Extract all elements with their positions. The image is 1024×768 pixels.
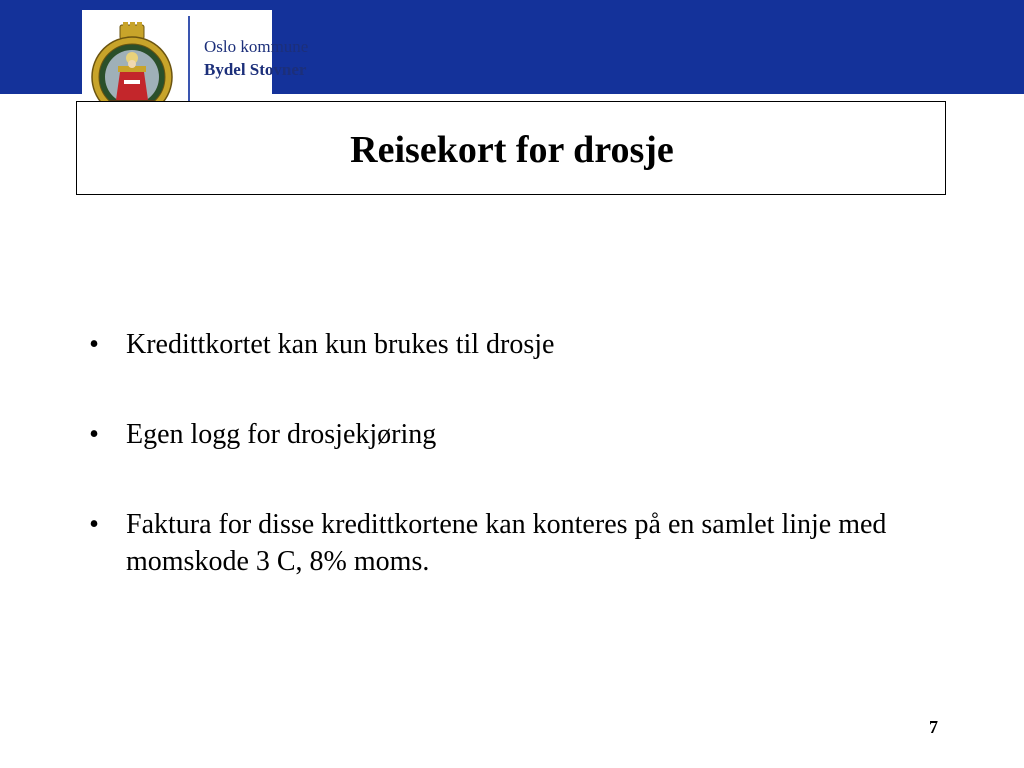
bullet-item <box>84 416 944 453</box>
bullet-item <box>84 506 944 580</box>
bullet-marker: • <box>89 419 99 450</box>
bullet-list <box>84 326 944 580</box>
page-number: 7 <box>929 717 938 737</box>
slide-title: Reisekort for drosje <box>350 129 674 171</box>
bullet-text: Egen logg for drosjekjøring <box>126 419 437 450</box>
bullet-item <box>84 326 944 363</box>
bullet-text: Faktura for disse kredittkortene kan konteres på en samlet linje med momskode 3 C, 8% moms. <box>126 509 887 577</box>
district-name: Bydel Stovner <box>204 60 307 79</box>
organization-name: Oslo kommune <box>204 37 309 56</box>
bullet-text: Kredittkortet kan kun brukes til drosje <box>126 329 555 360</box>
bullet-marker: • <box>89 509 99 540</box>
bullet-marker: • <box>89 329 99 360</box>
